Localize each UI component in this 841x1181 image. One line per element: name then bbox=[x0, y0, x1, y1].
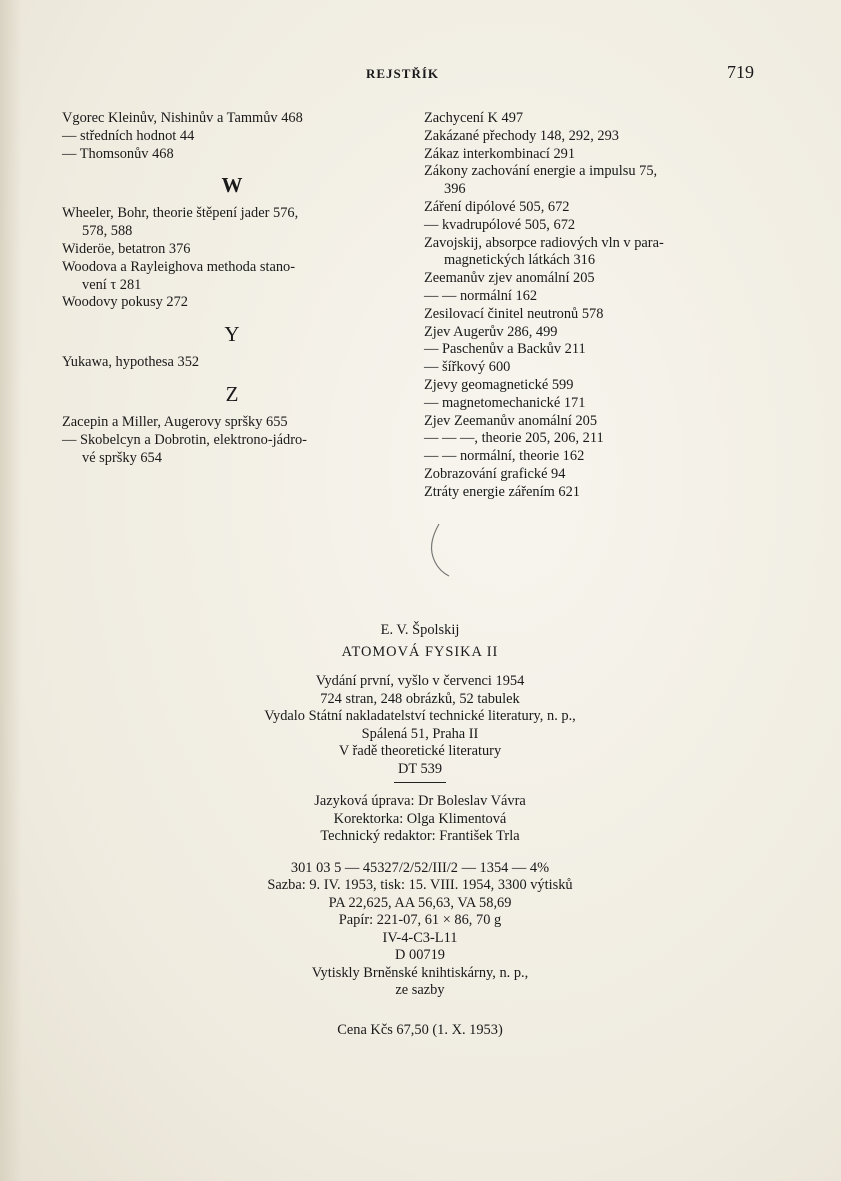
colophon-line: Vydání první, vyšlo v červenci 1954 bbox=[315, 673, 525, 689]
colophon-line: DT 539 bbox=[397, 760, 443, 777]
colophon-printing-block bbox=[150, 860, 690, 1000]
index-entry: Woodovy pokusy 272 bbox=[62, 294, 188, 311]
index-entry: Zesilovací činitel neutronů 578 bbox=[424, 305, 604, 322]
colophon-line: IV-4-C3-L11 bbox=[382, 929, 458, 946]
colophon-line: Technický redaktor: František Trla bbox=[320, 828, 520, 844]
index-entry-continuation: vé spršky 654 bbox=[82, 449, 162, 466]
colophon-line: Sazba: 9. IV. 1953, tisk: 15. VIII. 1954, 3300 výtisků bbox=[267, 877, 573, 893]
index-entry: Zákaz interkombinací 291 bbox=[424, 145, 576, 162]
index-entry: — Paschenův a Backův 211 bbox=[424, 341, 586, 358]
index-entry: Zacepin a Miller, Augerovy spršky 655 bbox=[62, 413, 288, 430]
colophon-line: PA 22,625, AA 56,63, VA 58,69 bbox=[328, 894, 512, 911]
colophon-line: Jazyková úprava: Dr Boleslav Vávra bbox=[314, 793, 526, 809]
colophon-line: ze sazby bbox=[395, 982, 445, 998]
index-right-column bbox=[424, 110, 759, 502]
colophon-line: Vytiskly Brněnské knihtiskárny, n. p., bbox=[311, 964, 529, 981]
index-entry: Wheeler, Bohr, theorie štěpení jader 576, bbox=[62, 205, 299, 222]
running-head: REJSTŘÍK bbox=[366, 66, 440, 81]
index-entry: — — normální, theorie 162 bbox=[424, 448, 585, 465]
index-entry: Zjev Augerův 286, 499 bbox=[424, 323, 558, 340]
index-entry-continuation: 578, 588 bbox=[82, 223, 133, 240]
index-entry: Woodova a Rayleighova methoda stano- bbox=[62, 258, 296, 275]
page-header bbox=[0, 60, 841, 88]
colophon-gap bbox=[150, 846, 690, 860]
index-entry: Yukawa, hypothesa 352 bbox=[62, 354, 200, 371]
index-entry: Ztráty energie zářením 621 bbox=[424, 483, 580, 500]
index-entry: — — —, theorie 205, 206, 211 bbox=[424, 430, 604, 447]
colophon-line: Papír: 221-07, 61 × 86, 70 g bbox=[338, 912, 502, 928]
colophon-separator bbox=[394, 782, 446, 783]
colophon-author: E. V. Špolskij bbox=[380, 622, 460, 638]
colophon-line: Vydalo Státní nakladatelství technické literatury, n. p., bbox=[264, 708, 576, 724]
colophon-line: 724 stran, 248 obrázků, 52 tabulek bbox=[320, 690, 520, 707]
colophon-price: Cena Kčs 67,50 (1. X. 1953) bbox=[337, 1021, 503, 1038]
colophon-credits-block bbox=[150, 793, 690, 846]
index-entry-continuation: 396 bbox=[444, 181, 466, 198]
pencil-mark bbox=[425, 520, 455, 580]
page-number: 719 bbox=[727, 62, 754, 82]
index-entry: — — normální 162 bbox=[424, 287, 538, 304]
index-section-letter: Y bbox=[224, 322, 240, 347]
colophon bbox=[150, 622, 690, 1039]
index-entry: — středních hodnot 44 bbox=[62, 127, 195, 144]
colophon-line: Spálená 51, Praha II bbox=[361, 725, 479, 742]
colophon-line: V řadě theoretické literatury bbox=[338, 743, 502, 759]
index-entry: Zákony zachování energie a impulsu 75, bbox=[424, 163, 658, 180]
index-entry: Zobrazování grafické 94 bbox=[424, 465, 566, 482]
colophon-line: Korektorka: Olga Klimentová bbox=[333, 810, 507, 827]
index-entry: Zeemanův zjev anomální 205 bbox=[424, 270, 595, 287]
index-entry: — magnetomechanické 171 bbox=[424, 394, 586, 411]
colophon-line: 301 03 5 — 45327/2/52/III/2 — 1354 — 4% bbox=[290, 859, 550, 876]
index-entry: — šířkový 600 bbox=[424, 359, 511, 376]
index-entry: Vgorec Kleinův, Nishinův a Tammův 468 bbox=[62, 110, 303, 126]
index-entry: Wideröe, betatron 376 bbox=[62, 240, 191, 257]
page-gutter-shadow bbox=[0, 0, 22, 1181]
index-entry-continuation: magnetických látkách 316 bbox=[444, 252, 596, 269]
colophon-publication-block bbox=[150, 673, 690, 778]
colophon-gap bbox=[150, 1000, 690, 1022]
index-entry: Zjev Zeemanův anomální 205 bbox=[424, 412, 598, 429]
index-entry: — Skobelcyn a Dobrotin, elektrono-jádro- bbox=[62, 431, 307, 448]
index-section-letter: Z bbox=[225, 381, 239, 406]
index-entry: Zakázané přechody 148, 292, 293 bbox=[424, 127, 620, 144]
index-section-letter: W bbox=[221, 173, 243, 198]
index-entry-continuation: vení τ 281 bbox=[82, 276, 142, 293]
index-entry: Záření dipólové 505, 672 bbox=[424, 198, 570, 215]
index-entry: — Thomsonův 468 bbox=[62, 145, 174, 162]
index-entry: Zjevy geomagnetické 599 bbox=[424, 376, 574, 393]
index-entry: — kvadrupólové 505, 672 bbox=[424, 216, 576, 233]
index-left-column bbox=[62, 110, 402, 467]
index-entry: Zachycení K 497 bbox=[424, 110, 524, 126]
colophon-line: D 00719 bbox=[395, 947, 445, 963]
colophon-title: ATOMOVÁ FYSIKA II bbox=[341, 643, 499, 660]
index-entry: Zavojskij, absorpce radiových vln v para- bbox=[424, 234, 664, 251]
